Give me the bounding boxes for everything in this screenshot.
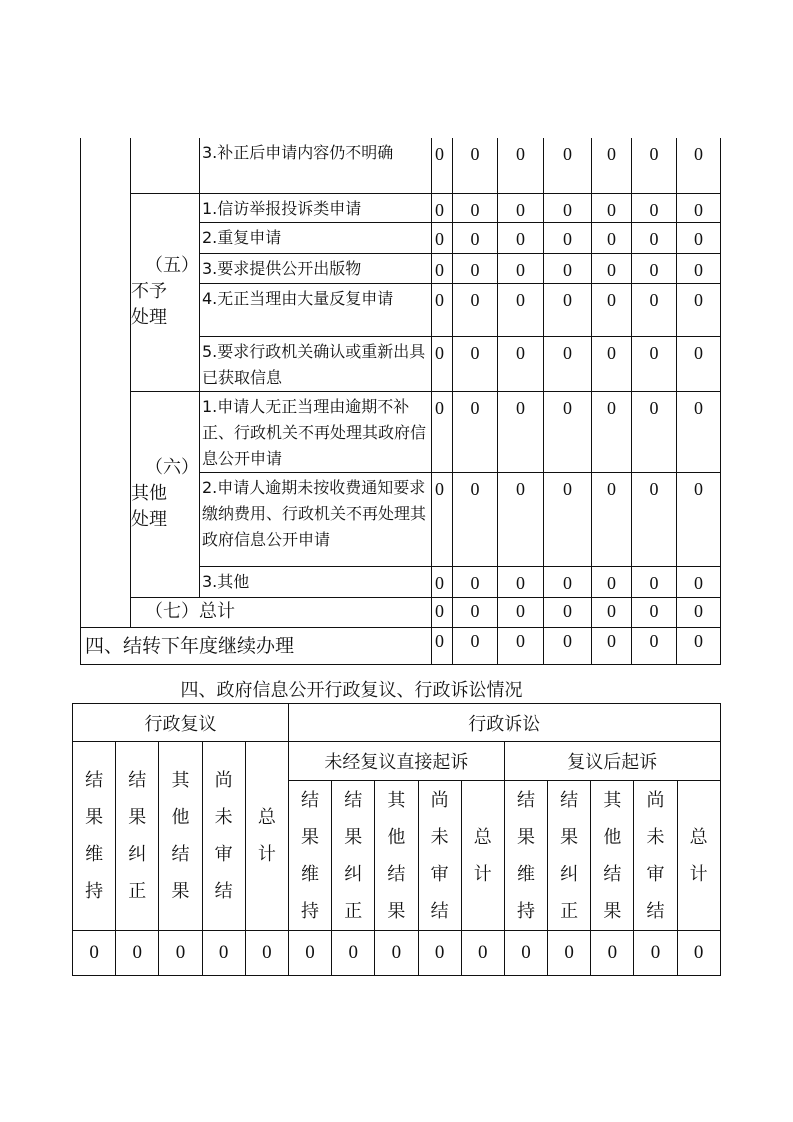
review-subcolumn-header: 结 果 纠 正 [116, 742, 159, 931]
review-subcolumn-header: 尚 未 审 结 [202, 742, 245, 931]
value-cell: 0 [544, 283, 592, 336]
value-cell: 0 [677, 336, 721, 391]
value-cell: 0 [677, 391, 721, 472]
value-cell: 0 [544, 391, 592, 472]
value-cell: 0 [544, 193, 592, 222]
value-cell: 0 [432, 222, 453, 253]
direct-suit-subcolumn-header: 结 果 维 持 [288, 781, 331, 931]
review-header: 行政复议 [73, 704, 289, 742]
value-cell: 0 [544, 627, 592, 664]
value-cell: 0 [632, 472, 677, 566]
table-row [81, 138, 721, 193]
value-cell: 0 [592, 566, 632, 597]
value-cell: 0 [453, 597, 498, 627]
value-cell: 0 [677, 193, 721, 222]
value-cell: 0 [677, 566, 721, 597]
row-label: 2.重复申请 [200, 222, 432, 253]
row-label: 1.申请人无正当理由逾期不补正、行政机关不再处理其政府信息公开申请 [200, 391, 432, 472]
value-cell: 0 [592, 222, 632, 253]
after-review-subcolumn-header: 其 他 结 果 [591, 781, 634, 931]
value-cell: 0 [453, 391, 498, 472]
value-cell: 0 [632, 138, 677, 193]
value-cell: 0 [498, 222, 544, 253]
table-row [81, 391, 721, 472]
value-cell: 0 [677, 627, 721, 664]
value-cell: 0 [498, 566, 544, 597]
review-litigation-table [72, 703, 721, 976]
value-cell: 0 [677, 222, 721, 253]
value-cell: 0 [632, 253, 677, 283]
value-cell: 0 [548, 931, 591, 976]
row-label: 3.补正后申请内容仍不明确 [200, 138, 432, 193]
value-cell: 0 [632, 597, 677, 627]
value-cell: 0 [677, 472, 721, 566]
value-cell: 0 [432, 138, 453, 193]
value-cell: 0 [159, 931, 202, 976]
value-cell: 0 [592, 627, 632, 664]
direct-suit-subcolumn-header: 结 果 纠 正 [332, 781, 375, 931]
value-cell: 0 [245, 931, 288, 976]
value-cell: 0 [453, 138, 498, 193]
value-cell: 0 [632, 391, 677, 472]
litigation-header: 行政诉讼 [288, 704, 720, 742]
value-cell: 0 [453, 193, 498, 222]
row-label: 4.无正当理由大量反复申请 [200, 283, 432, 336]
section-title: 四、政府信息公开行政复议、行政诉讼情况 [180, 680, 523, 701]
value-cell: 0 [544, 472, 592, 566]
value-cell: 0 [544, 597, 592, 627]
value-cell: 0 [73, 931, 116, 976]
category-label-line: 处理 [131, 509, 167, 530]
value-cell: 0 [498, 193, 544, 222]
value-cell: 0 [592, 253, 632, 283]
value-cell: 0 [592, 336, 632, 391]
after-review-subcolumn-header: 尚 未 审 结 [634, 781, 677, 931]
category-other-processing [131, 391, 200, 597]
direct-suit-subcolumn-header: 总 计 [461, 781, 504, 931]
category-cell [131, 138, 200, 193]
category-label-line: 处理 [131, 307, 167, 328]
outer-category-cell [81, 138, 131, 627]
value-cell: 0 [544, 222, 592, 253]
after-review-subcolumn-header: 结 果 维 持 [504, 781, 547, 931]
review-subcolumn-header: 其 他 结 果 [159, 742, 202, 931]
value-cell: 0 [544, 253, 592, 283]
value-cell: 0 [498, 336, 544, 391]
value-cell: 0 [432, 283, 453, 336]
value-cell: 0 [432, 597, 453, 627]
value-cell: 0 [461, 931, 504, 976]
application-handling-table [80, 138, 721, 665]
value-cell: 0 [375, 931, 418, 976]
value-cell: 0 [677, 283, 721, 336]
total-label: （七）总计 [131, 597, 432, 627]
value-cell: 0 [202, 931, 245, 976]
category-label-line: 其他 [131, 483, 167, 504]
after-review-subcolumn-header: 总 计 [677, 781, 720, 931]
carryover-label: 四、结转下年度继续办理 [81, 627, 432, 664]
value-cell: 0 [592, 597, 632, 627]
value-cell: 0 [677, 931, 720, 976]
value-cell: 0 [592, 472, 632, 566]
value-cell: 0 [432, 336, 453, 391]
value-cell: 0 [453, 253, 498, 283]
row-label: 5.要求行政机关确认或重新出具已获取信息 [200, 336, 432, 391]
value-cell: 0 [544, 336, 592, 391]
direct-suit-subcolumn-header: 其 他 结 果 [375, 781, 418, 931]
value-cell: 0 [634, 931, 677, 976]
value-cell: 0 [677, 138, 721, 193]
direct-suit-header: 未经复议直接起诉 [288, 742, 504, 781]
carryover-row [81, 627, 721, 664]
value-cell: 0 [498, 253, 544, 283]
value-cell: 0 [632, 283, 677, 336]
category-label-line: （六） [145, 457, 199, 478]
row-label: 2.申请人逾期未按收费通知要求缴纳费用、行政机关不再处理其政府信息公开申请 [200, 472, 432, 566]
category-label-line: （五） [145, 255, 199, 276]
value-cell: 0 [632, 222, 677, 253]
value-cell: 0 [116, 931, 159, 976]
value-cell: 0 [677, 597, 721, 627]
value-cell: 0 [453, 627, 498, 664]
value-cell: 0 [632, 566, 677, 597]
value-cell: 0 [453, 222, 498, 253]
value-cell: 0 [453, 566, 498, 597]
value-cell: 0 [591, 931, 634, 976]
value-cell: 0 [677, 253, 721, 283]
row-label: 1.信访举报投诉类申请 [200, 193, 432, 222]
value-cell: 0 [498, 138, 544, 193]
value-cell: 0 [592, 193, 632, 222]
value-cell: 0 [432, 627, 453, 664]
after-review-header: 复议后起诉 [504, 742, 720, 781]
value-cell: 0 [432, 472, 453, 566]
total-row [81, 597, 721, 627]
row-label: 3.其他 [200, 566, 432, 597]
category-not-processed [131, 193, 200, 391]
value-cell: 0 [332, 931, 375, 976]
value-cell: 0 [632, 627, 677, 664]
row-label: 3.要求提供公开出版物 [200, 253, 432, 283]
value-cell: 0 [432, 193, 453, 222]
value-cell: 0 [498, 391, 544, 472]
value-cell: 0 [432, 253, 453, 283]
value-cell: 0 [592, 283, 632, 336]
value-cell: 0 [418, 931, 461, 976]
category-label-line: 不予 [131, 281, 167, 302]
review-subcolumn-header: 结 果 维 持 [73, 742, 116, 931]
value-cell: 0 [453, 472, 498, 566]
value-cell: 0 [432, 566, 453, 597]
value-cell: 0 [498, 597, 544, 627]
value-cell: 0 [632, 336, 677, 391]
value-cell: 0 [632, 193, 677, 222]
value-cell: 0 [498, 472, 544, 566]
value-cell: 0 [432, 391, 453, 472]
value-cell: 0 [592, 391, 632, 472]
value-cell: 0 [453, 283, 498, 336]
direct-suit-subcolumn-header: 尚 未 审 结 [418, 781, 461, 931]
after-review-subcolumn-header: 结 果 纠 正 [548, 781, 591, 931]
value-cell: 0 [498, 627, 544, 664]
value-cell: 0 [544, 566, 592, 597]
value-cell: 0 [504, 931, 547, 976]
review-subcolumn-header: 总 计 [245, 742, 288, 931]
value-cell: 0 [453, 336, 498, 391]
table-row [81, 193, 721, 222]
value-cell: 0 [592, 138, 632, 193]
value-cell: 0 [498, 283, 544, 336]
value-cell: 0 [544, 138, 592, 193]
value-cell: 0 [288, 931, 331, 976]
